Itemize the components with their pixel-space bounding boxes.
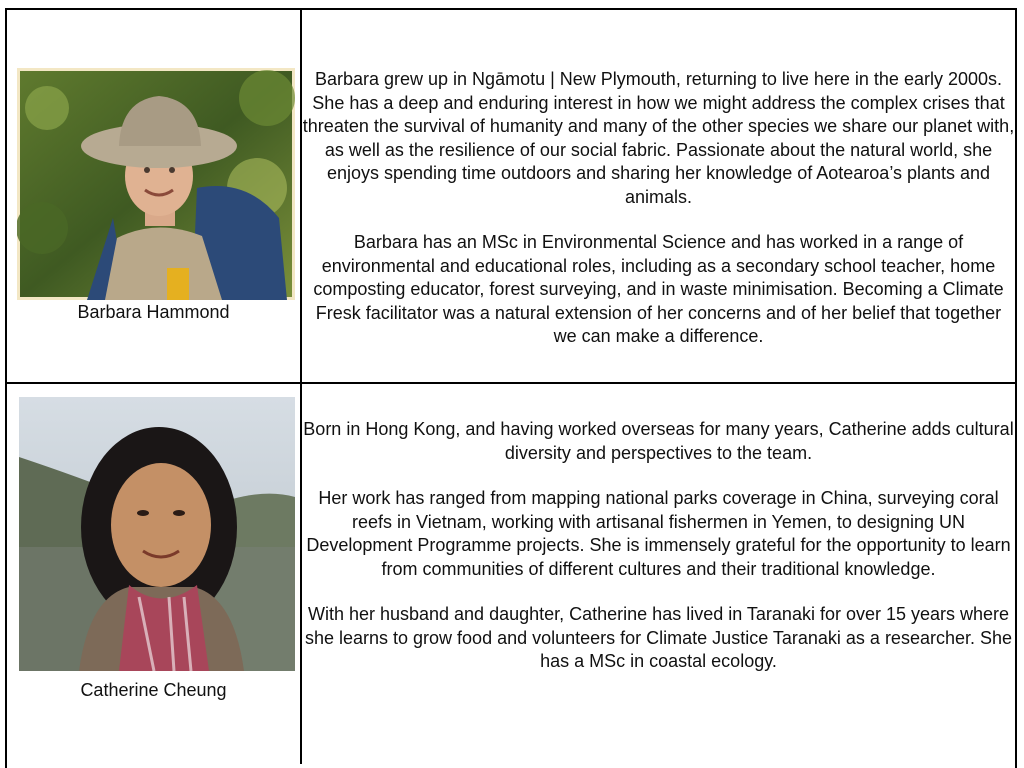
profile-row-catherine bbox=[7, 384, 1015, 764]
bio-paragraph: Barbara has an MSc in Environmental Science and has worked in a range of environmental and educational roles, including as a secondary school teacher, home composting educator, forest surveying, and in waste minimisation. Becoming a Climate Fresk facilitator was a natural extension of her concerns and of her belief that together we can make a difference. bbox=[313, 232, 1004, 346]
portrait-photo-barbara bbox=[17, 68, 295, 300]
portrait-photo-catherine bbox=[19, 397, 295, 671]
photo-cell bbox=[7, 384, 300, 764]
bio-paragraph: Her work has ranged from mapping national parks coverage in China, surveying coral reefs in Vietnam, working with artisanal fishermen in Yemen, to designing UN Development Programme projects. She is immensely grateful for the opportunity to learn from communities of different cultures and their traditional knowledge. bbox=[306, 488, 1011, 579]
bio-text-catherine bbox=[302, 418, 1015, 696]
bio-paragraph: With her husband and daughter, Catherine has lived in Taranaki for over 15 years where she learns to grow food and volunteers for Climate Justice Taranaki as a researcher. She has a MSc in coastal ecology. bbox=[304, 604, 1013, 671]
photo-cell bbox=[7, 10, 300, 382]
bio-cell bbox=[302, 384, 1015, 764]
profile-name: Catherine Cheung bbox=[80, 680, 227, 700]
profiles-table bbox=[5, 8, 1017, 768]
bio-paragraph: Born in Hong Kong, and having worked overseas for many years, Catherine adds cultural diversity and perspectives to the team. bbox=[303, 419, 1014, 463]
bio-paragraph: Barbara grew up in Ngāmotu | New Plymouth, returning to live here in the early 2000s. She has a deep and enduring interest in how we might address the complex crises that threaten the survival of humanity and many of the other species we share our planet with, as well as the resilience of our social fabric. Passionate about the natural world, she enjoys spending time outdoors and sharing her knowledge of Aotearoa’s plants and animals. bbox=[302, 69, 1015, 207]
profile-row-barbara bbox=[7, 10, 1015, 384]
bio-cell bbox=[302, 10, 1015, 382]
bio-text-barbara bbox=[302, 68, 1015, 371]
profile-name: Barbara Hammond bbox=[77, 302, 230, 322]
